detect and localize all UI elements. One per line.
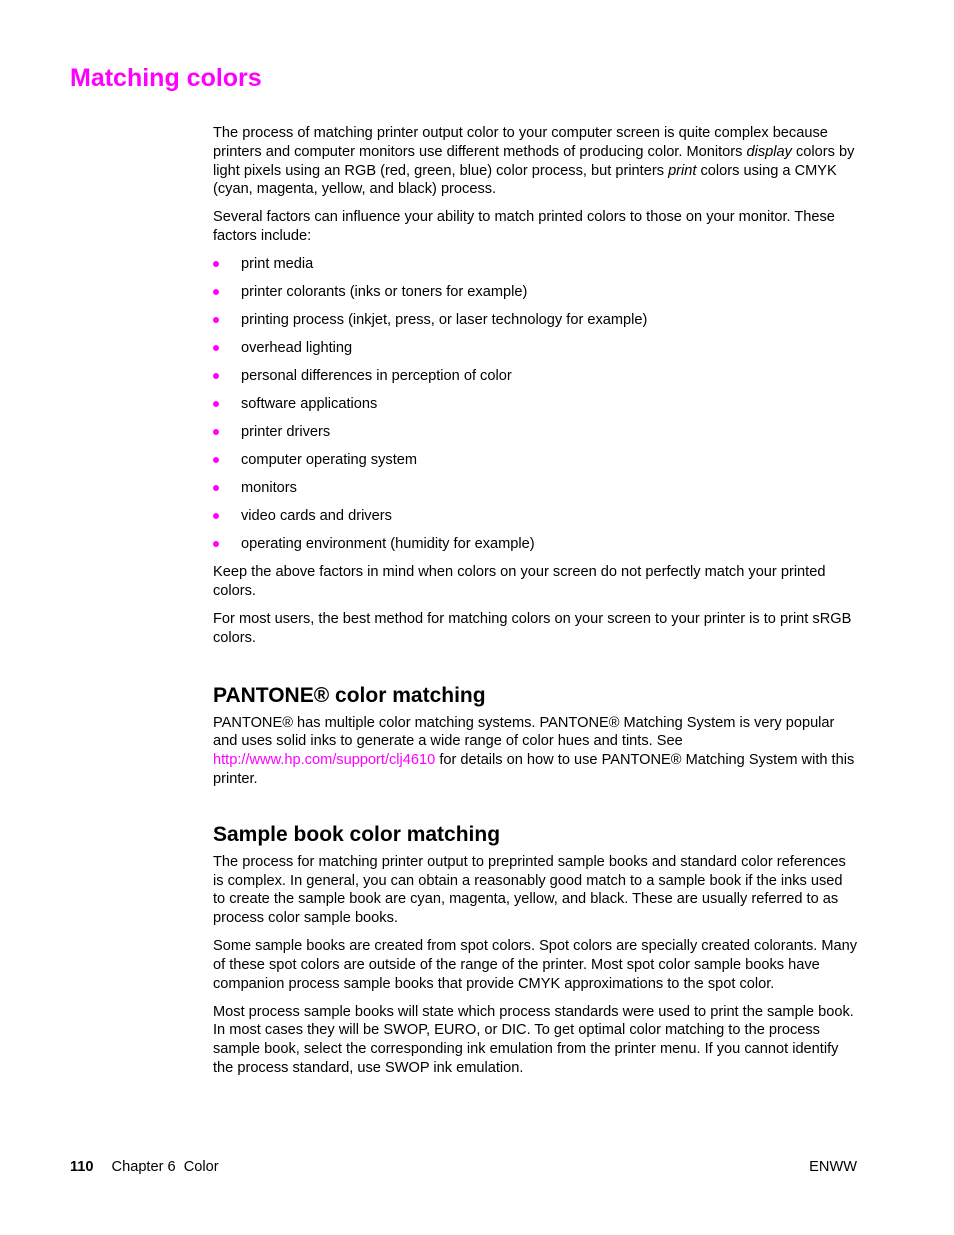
list-item <box>213 339 858 367</box>
list-item <box>213 535 858 563</box>
page-title: Matching colors <box>70 64 262 92</box>
after-list-paragraph-1: Keep the above factors in mind when colors on your screen do not perfectly match your printed colors. <box>213 564 826 599</box>
intro-paragraph-1 <box>213 124 858 199</box>
footer-right-label: ENWW <box>809 1159 857 1175</box>
list-item-text: print media <box>241 256 314 273</box>
sample-book-paragraph-1: The process for matching printer output to preprinted sample books and standard color references is complex. In general, you can obtain a reasonably good match to a sample book if the inks used to create the sample book are cyan, magenta, yellow, and black. These are usually referred to as process color sample books. <box>213 853 846 927</box>
list-item <box>213 255 858 283</box>
list-item-text: overhead lighting <box>241 340 353 357</box>
bullet-icon <box>213 373 219 379</box>
intro-text: colors by light pixels using an RGB (red, green, blue) color process, but printers <box>213 143 855 179</box>
list-item-text: printer colorants (inks or toners for example) <box>241 284 528 301</box>
list-item-text: monitors <box>241 480 297 497</box>
page-footer <box>70 1158 857 1176</box>
sample-book-paragraph-3: Most process sample books will state which process standards were used to print the sample book. In most cases they will be SWOP, EURO, or DIC. To get optimal color matching to the process sample book, select the corresponding ink emulation from the printer menu. If you cannot identify the process standard, use SWOP ink emulation. <box>213 1003 854 1077</box>
intro-paragraph-2: Several factors can influence your ability to match printed colors to those on your monitor. These factors include: <box>213 209 835 245</box>
section-heading-pantone: PANTONE® color matching <box>213 683 486 707</box>
list-item <box>213 423 858 451</box>
list-item-text: operating environment (humidity for example) <box>241 536 535 553</box>
list-item-text: video cards and drivers <box>241 508 392 525</box>
list-item-text: printing process (inkjet, press, or laser technology for example) <box>241 312 648 329</box>
after-list-paragraph-2: For most users, the best method for matching colors on your screen to your printer is to print sRGB colors. <box>213 610 852 646</box>
bullet-icon <box>213 317 219 323</box>
list-item-text: computer operating system <box>241 452 418 469</box>
page-number: 110 <box>70 1159 94 1175</box>
bullet-icon <box>213 345 219 351</box>
list-item <box>213 367 858 395</box>
list-item <box>213 507 858 535</box>
bullet-icon <box>213 429 219 435</box>
list-item-text: software applications <box>241 396 378 413</box>
bullet-icon <box>213 261 219 267</box>
sample-book-paragraph-2: Some sample books are created from spot colors. Spot colors are specially created colorants. Many of these spot colors are outside of the range of the printer. Most spot color sample books have companion process sample books that provide CMYK approximations to the spot color. <box>213 938 858 992</box>
emphasis-display: display <box>746 143 792 160</box>
bullet-icon <box>213 457 219 463</box>
support-link[interactable]: http://www.hp.com/support/clj4610 <box>213 752 436 769</box>
bullet-icon <box>213 513 219 519</box>
list-item <box>213 395 858 423</box>
pantone-paragraph <box>213 714 858 789</box>
intro-text: The process of matching printer output color to your computer screen is quite complex because printers and computer monitors use different methods of producing color. Monitors <box>213 125 828 160</box>
bullet-icon <box>213 485 219 491</box>
main-content <box>213 124 858 1087</box>
bullet-icon <box>213 541 219 547</box>
pantone-text: PANTONE® has multiple color matching systems. PANTONE® Matching System is very popular and uses solid inks to generate a wide range of color hues and tints. See <box>213 714 835 750</box>
emphasis-print: print <box>668 162 697 179</box>
bullet-icon <box>213 289 219 295</box>
list-item <box>213 479 858 507</box>
list-item <box>213 283 858 311</box>
list-item-text: printer drivers <box>241 424 331 441</box>
section-heading-sample-book: Sample book color matching <box>213 822 501 846</box>
bullet-icon <box>213 401 219 407</box>
list-item <box>213 311 858 339</box>
chapter-label: Chapter 6 Color <box>111 1159 219 1175</box>
intro-text: colors using a CMYK (cyan, magenta, yellow, and black) process. <box>213 162 837 198</box>
list-item-text: personal differences in perception of color <box>241 368 512 385</box>
factors-list <box>213 255 858 563</box>
list-item <box>213 451 858 479</box>
pantone-text: for details on how to use PANTONE® Matching System with this printer. <box>213 752 855 787</box>
